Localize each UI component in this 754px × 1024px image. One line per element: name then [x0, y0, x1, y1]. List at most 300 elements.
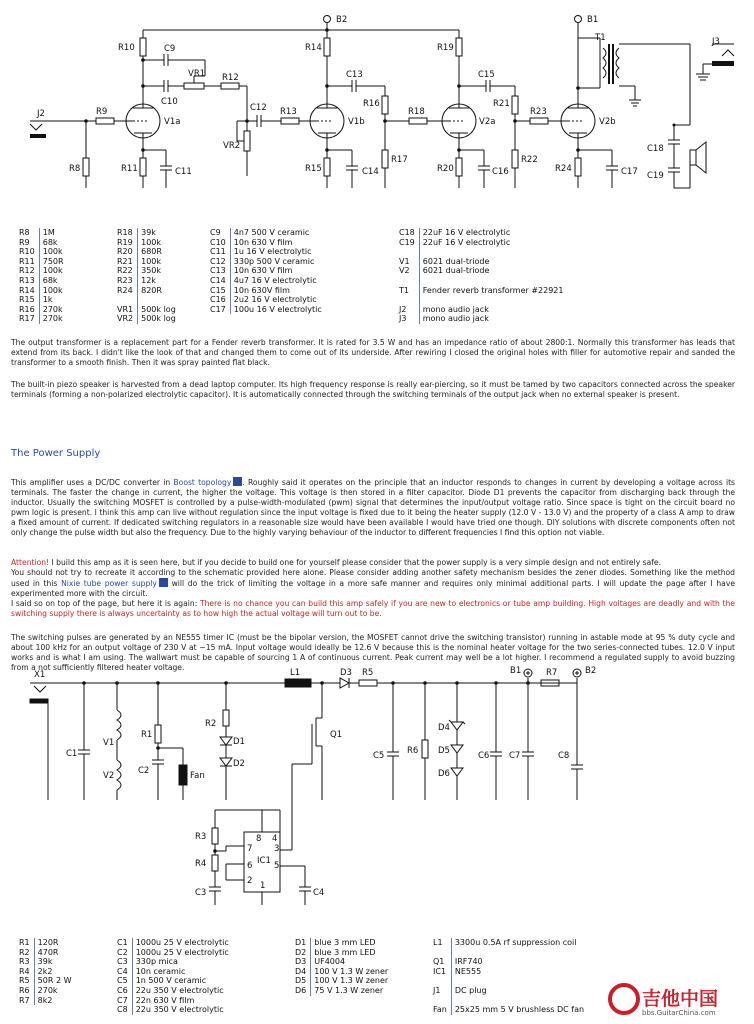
label-d1: D1 — [233, 737, 245, 747]
label-c9: C9 — [164, 44, 176, 54]
part-ref: R7 — [19, 996, 34, 1006]
part-value: 470R — [37, 947, 59, 957]
amp-parts-list — [19, 228, 739, 324]
part-ref: J2 — [399, 305, 419, 315]
psu-parts-col2 — [117, 938, 232, 1015]
part-ref: D2 — [295, 948, 311, 958]
part-ref: C1 — [117, 938, 132, 948]
pin-8: 8 — [256, 834, 262, 844]
amp-part-row — [117, 295, 179, 305]
psu-part-row — [19, 986, 74, 996]
psu-parts-col4 — [433, 938, 587, 1015]
part-value: 10n 630 V film — [233, 237, 293, 247]
paragraph-attention: Attention! I build this amp as it is seen here, but if you decide to build one for yourself please consider that the power supply is a very simple design and not entirely safe. You should not try to recreate it according to the schematic provided here alone. Please consider adding another safety mechanism besides the zener diodes. Something like the method used in this Nixie tube power supply will do the trick of limiting the voltage in a more safe manner and requires only minimal additional parts. I will update the page after I have experimented more with the circuit. I said so on top of the page, but here it is again: There is no chance you can build this amp safely if you are new to electronics or tube amp building. High voltages are deadly and with the switching supply there is always uncertainty as to how high the actual voltage will turn out to be. — [11, 558, 735, 618]
psu-part-row — [295, 938, 391, 948]
psu-part-row — [19, 996, 74, 1006]
psu-part-row — [19, 948, 74, 958]
part-ref: C18 — [399, 228, 419, 238]
paragraph-boost: This amplifier uses a DC/DC converter in Boost topology . Roughly said it operates on the principle that an inductor responds to changes in current by developing a voltage across its terminals. The faster the change in current, the higher the voltage. This voltage is then stored in a filter capacitor. Diode D1 prevents the capacitor from discharging back through the inductor. Usually the switching MOSFET is controlled by a pulse-width-modulated (pwm) signal that determines the input/output voltage ratio. Since space is tight on the circuit board no pwm logic is present. I think this amp can live without regulation since the input voltage is fixed due to it being the heater supply (12.0 V - 13.0 V) and the property of a class A amp to draw a fixed amount of current. If dedicated switching regulators in a reasonable size would have been available I would have tried one though. DIY solutions with discrete components often not only change the pulse width but also the frequency. Due to the highly varying behaviour of the inductor to different frequencies I find this option not viable. — [11, 478, 736, 537]
part-value: 500k log — [141, 304, 176, 314]
psu-parts-col3 — [295, 938, 391, 996]
part-ref: D6 — [295, 986, 311, 996]
part-ref — [399, 276, 419, 286]
label-d3: D3 — [340, 668, 352, 678]
label-v2b: V2b — [599, 117, 616, 127]
part-value: 100 V 1.3 W zener — [314, 976, 389, 986]
pin-5: 5 — [274, 861, 280, 871]
psu-part-row — [117, 948, 232, 958]
label-r1: R1 — [141, 730, 153, 740]
part-ref: Q1 — [433, 957, 451, 967]
amp-part-row — [210, 247, 325, 257]
part-value: 68k — [42, 275, 58, 285]
part-value: 1n 500 V ceramic — [135, 976, 207, 986]
part-value: 6021 dual-triode — [422, 256, 490, 266]
label-r2: R2 — [205, 719, 217, 729]
part-value — [419, 295, 566, 305]
part-ref: IC1 — [433, 967, 451, 977]
psu-part-row — [117, 967, 232, 977]
label-r13: R13 — [280, 107, 297, 117]
amp-part-row — [210, 238, 325, 248]
part-value: 10n ceramic — [135, 966, 186, 976]
part-ref: R16 — [19, 305, 39, 315]
part-ref: C17 — [210, 305, 230, 315]
psu-part-row — [19, 957, 74, 967]
part-value: 750R — [42, 256, 64, 266]
part-value: mono audio jack — [422, 314, 489, 324]
label-r24: R24 — [555, 164, 572, 174]
amp-part-row — [19, 305, 67, 315]
part-value — [419, 247, 566, 257]
part-ref: J3 — [399, 314, 419, 324]
part-value: 100k — [42, 247, 63, 257]
part-ref: D3 — [295, 957, 311, 967]
label-v1: V1 — [103, 738, 115, 748]
part-ref: R4 — [19, 967, 34, 977]
label-v2: V2 — [103, 771, 115, 781]
label-r20: R20 — [437, 164, 454, 174]
part-value: 22n 630 V film — [135, 995, 195, 1005]
label-c10: C10 — [161, 97, 178, 107]
part-value: 10n 630V film — [233, 285, 290, 295]
psu-part-row — [295, 957, 391, 967]
amp-part-row — [210, 266, 325, 276]
part-value: 2k2 — [37, 966, 53, 976]
part-value: 22u 350 V electrolytic — [135, 1005, 224, 1015]
label-r14: R14 — [305, 43, 322, 53]
label-r10: R10 — [118, 43, 135, 53]
part-ref: C3 — [117, 957, 132, 967]
nixie-power-supply-link[interactable]: Nixie tube power supply — [61, 579, 157, 588]
part-value: 270k — [37, 985, 58, 995]
amp-part-row — [19, 228, 67, 238]
amp-part-row — [117, 286, 179, 296]
amp-part-row — [210, 228, 325, 238]
amp-part-row — [117, 276, 179, 286]
label-c5: C5 — [373, 751, 385, 761]
part-value: Fender reverb transformer #22921 — [422, 285, 564, 295]
part-ref: VR2 — [117, 314, 138, 324]
amp-parts-col2 — [117, 228, 179, 324]
psu-part-row — [433, 938, 587, 948]
part-ref — [433, 948, 451, 958]
part-value: 350k — [141, 266, 162, 276]
amp-part-row — [399, 295, 566, 305]
label-d6: D6 — [438, 769, 450, 779]
part-value: 330p 500 V ceramic — [233, 256, 315, 266]
part-ref: R20 — [117, 247, 138, 257]
part-value: 22u 350 V electrolytic — [135, 985, 224, 995]
label-j2: J2 — [37, 109, 45, 119]
psu-part-row — [19, 976, 74, 986]
part-value — [419, 276, 566, 286]
part-ref: R13 — [19, 276, 39, 286]
amp-part-row — [210, 257, 325, 267]
psu-part-row — [433, 967, 587, 977]
guitar-logo-icon — [610, 985, 638, 1013]
part-value: 100k — [141, 256, 162, 266]
label-fan: Fan — [190, 771, 205, 781]
part-ref: R23 — [117, 276, 138, 286]
part-ref: C2 — [117, 948, 132, 958]
psu-part-row — [295, 967, 391, 977]
psu-part-row — [117, 938, 232, 948]
part-value: 100k — [42, 285, 63, 295]
part-value: 25x25 mm 5 V brushless DC fan — [454, 1005, 585, 1015]
amp-part-row — [19, 247, 67, 257]
part-value: 22uF 16 V electrolytic — [422, 237, 511, 247]
amp-part-row — [399, 257, 566, 267]
part-ref: D4 — [295, 967, 311, 977]
psu-part-row — [117, 1005, 232, 1015]
pin-7: 7 — [247, 844, 253, 854]
part-ref: R10 — [19, 247, 39, 257]
label-r23: R23 — [530, 107, 547, 117]
psu-labels — [34, 666, 596, 898]
amp-part-row — [117, 247, 179, 257]
part-ref — [399, 247, 419, 257]
label-c13: C13 — [346, 70, 363, 80]
part-value: NE555 — [454, 966, 482, 976]
svg-text:bbs.GuitarChina.com: bbs.GuitarChina.com — [642, 1009, 716, 1017]
label-c8: C8 — [558, 751, 570, 761]
label-b2: B2 — [585, 666, 597, 676]
label-vr2: VR2 — [223, 141, 241, 151]
psu-part-row — [433, 986, 587, 996]
part-ref — [433, 976, 451, 986]
psu-part-row — [19, 938, 74, 948]
part-ref: R12 — [19, 266, 39, 276]
label-c18: C18 — [647, 144, 664, 154]
part-value: 2u2 16 V electrolytic — [233, 295, 317, 305]
external-link-icon — [233, 477, 242, 486]
amp-part-row — [19, 238, 67, 248]
part-value: 330p mica — [135, 957, 178, 967]
amp-part-row — [399, 314, 566, 324]
label-c17: C17 — [621, 167, 638, 177]
amp-parts-col3 — [210, 228, 325, 314]
psu-part-row — [433, 996, 587, 1006]
amp-part-row — [399, 286, 566, 296]
part-value: UF4004 — [314, 957, 346, 967]
part-value: 1u 16 V electrolytic — [233, 247, 312, 257]
label-r22: R22 — [521, 155, 538, 165]
label-r16: R16 — [363, 99, 380, 109]
part-value: 1M — [42, 228, 55, 237]
label-r18: R18 — [408, 107, 425, 117]
part-value: 100k — [42, 266, 63, 276]
part-value: 39k — [141, 228, 156, 237]
amp-part-row — [210, 276, 325, 286]
label-r8: R8 — [69, 164, 81, 174]
label-r19: R19 — [437, 43, 454, 53]
part-ref: C11 — [210, 247, 230, 257]
psu-part-row — [433, 948, 587, 958]
paragraph-ne555: The switching pulses are generated by an NE555 timer IC (must be the bipolar version, the MOSFET cannot drive the switching transistor) running in astable mode at 95 % duty cycle and about 100 kHz for an output voltage of 230 V at ~15 mA. Input voltage would ideally be 12.6 V because this is the nominal heater voltage for the two series-connected tubes. 12.0 V input works and is what I am using. The wallwart must be capable of sourcing 1 A of continuous current. Peak current may well be a lot higher. I recommend a regulated supply to avoid buzzing from a not sufficiently filtered heater voltage. — [11, 633, 735, 672]
label-l1: L1 — [290, 668, 301, 678]
part-value: 1k — [42, 295, 53, 305]
part-value: 4n7 500 V ceramic — [233, 228, 310, 237]
label-x1: X1 — [34, 670, 46, 680]
part-ref: C13 — [210, 266, 230, 276]
label-b1: B1 — [587, 15, 599, 25]
part-ref: C14 — [210, 276, 230, 286]
pin-1: 1 — [260, 881, 266, 891]
label-c4: C4 — [313, 888, 325, 898]
part-ref: C10 — [210, 238, 230, 248]
part-ref: VR1 — [117, 305, 138, 315]
amp-parts-col4 — [399, 228, 566, 324]
part-value: 39k — [37, 957, 53, 967]
part-ref: C16 — [210, 295, 230, 305]
part-ref: T1 — [399, 286, 419, 296]
part-ref: R2 — [19, 948, 34, 958]
label-vr1: VR1 — [188, 69, 206, 79]
amp-part-row — [19, 314, 67, 324]
psu-part-row — [295, 948, 391, 958]
part-value: IRF740 — [454, 957, 483, 967]
amp-part-row — [399, 247, 566, 257]
label-v2a: V2a — [479, 117, 496, 127]
amp-part-row — [117, 314, 179, 324]
label-r6: R6 — [407, 746, 419, 756]
amp-part-row — [399, 305, 566, 315]
part-ref: L1 — [433, 938, 451, 948]
part-value: 50R 2 W — [37, 976, 72, 986]
psu-part-row — [295, 986, 391, 996]
psu-part-row — [117, 986, 232, 996]
part-ref: C6 — [117, 986, 132, 996]
part-ref: R11 — [19, 257, 39, 267]
amp-part-row — [19, 286, 67, 296]
part-value: DC plug — [454, 985, 487, 995]
part-ref — [117, 295, 138, 305]
external-link-icon — [159, 578, 168, 587]
part-value: blue 3 mm LED — [314, 947, 376, 957]
part-ref: V1 — [399, 257, 419, 267]
part-value: 6021 dual-triode — [422, 266, 490, 276]
psu-part-row — [117, 976, 232, 986]
part-value: 75 V 1.3 W zener — [314, 985, 384, 995]
label-r17: R17 — [391, 155, 408, 165]
part-ref — [433, 996, 451, 1006]
label-c11: C11 — [175, 167, 192, 177]
pin-4: 4 — [272, 834, 278, 844]
amp-part-row — [210, 295, 325, 305]
label-r15: R15 — [305, 164, 322, 174]
part-value: blue 3 mm LED — [314, 938, 376, 947]
amp-part-row — [19, 266, 67, 276]
label-c2: C2 — [138, 766, 150, 776]
label-v1a: V1a — [164, 117, 181, 127]
part-value: mono audio jack — [422, 304, 489, 314]
part-ref: C12 — [210, 257, 230, 267]
amp-part-row — [210, 305, 325, 315]
amp-part-row — [117, 238, 179, 248]
psu-parts-col1 — [19, 938, 74, 1005]
part-value: 3300u 0.5A rf suppression coil — [454, 938, 577, 947]
part-value — [138, 295, 179, 305]
part-ref: R3 — [19, 957, 34, 967]
part-ref: C8 — [117, 1005, 132, 1015]
amp-part-row — [19, 276, 67, 286]
amp-part-row — [117, 266, 179, 276]
amp-part-row — [117, 257, 179, 267]
label-c1: C1 — [66, 749, 78, 759]
label-r3: R3 — [195, 832, 207, 842]
part-ref: D5 — [295, 976, 311, 986]
paragraph-speaker: The built-in piezo speaker is harvested from a dead laptop computer. Its high frequency response is really ear-piercing, so it must be tamed by two capacitors connected across the speaker terminals (forming a non-polarized electrolytic capacitor). It is automatically connected through the switching terminals of the output jack when no external speaker is present. — [11, 380, 735, 399]
part-ref: C5 — [117, 976, 132, 986]
label-r4: R4 — [195, 859, 207, 869]
svg-text:吉他中国: 吉他中国 — [642, 988, 719, 1010]
part-value: 820R — [141, 285, 162, 295]
label-v1b: V1b — [348, 117, 365, 127]
part-ref: R14 — [19, 286, 39, 296]
amp-part-row — [117, 228, 179, 238]
part-value: 270k — [42, 304, 63, 314]
amplifier-schematic — [0, 0, 754, 215]
site-watermark — [606, 980, 746, 1018]
part-ref: R22 — [117, 266, 138, 276]
psu-part-row — [433, 976, 587, 986]
part-value — [451, 976, 587, 986]
part-ref: R17 — [19, 314, 39, 324]
psu-part-row — [19, 967, 74, 977]
amp-part-row — [19, 295, 67, 305]
pin-2: 2 — [247, 876, 253, 886]
part-value: 500k log — [141, 314, 176, 324]
psu-part-row — [433, 957, 587, 967]
part-value: 100k — [141, 237, 162, 247]
label-d2: D2 — [233, 759, 245, 769]
amp-part-row — [210, 286, 325, 296]
pin-6: 6 — [247, 861, 253, 871]
label-c12: C12 — [250, 103, 267, 113]
amp-part-row — [117, 305, 179, 315]
part-ref — [399, 295, 419, 305]
part-ref: R6 — [19, 986, 34, 996]
warning-text: There is no chance you can build this amp safely if you are new to electronics or tube amp building. High voltages are deadly and with the switching supply there is always uncertainty as to how high the actual voltage will turn out to be. — [11, 599, 735, 618]
part-value: 680R — [141, 247, 162, 257]
part-value: 4u7 16 V electrolytic — [233, 275, 317, 285]
label-r12: R12 — [222, 73, 239, 83]
part-value — [451, 948, 587, 958]
label-c3: C3 — [195, 888, 207, 898]
label-c6: C6 — [478, 751, 490, 761]
part-value: 8k2 — [37, 995, 53, 1005]
label-r7: R7 — [546, 668, 558, 678]
boost-topology-link[interactable]: Boost topology — [173, 478, 232, 487]
part-ref: J1 — [433, 986, 451, 996]
amp-part-row — [399, 276, 566, 286]
label-c19: C19 — [647, 171, 664, 181]
amp-labels — [36, 15, 720, 181]
part-ref: C4 — [117, 967, 132, 977]
label-t1: T1 — [595, 33, 606, 43]
amp-parts-col1 — [19, 228, 67, 324]
psu-part-row — [117, 996, 232, 1006]
part-ref: C7 — [117, 996, 132, 1006]
label-j3: J3 — [712, 37, 720, 47]
label-r5: R5 — [362, 668, 374, 678]
label-c7: C7 — [509, 751, 521, 761]
paragraph-transformer: The output transformer is a replacement part for a Fender reverb transformer. It is rated for 3.5 W and has an impedance ratio of about 2800:1. Normally this transformer has leads that extend from its back. I didn't like the look of that and changed them to come out of its underside. After rewiring I closed the original holes with filler for automotive repair and sanded the transformer to a smooth finish. Then it was spray painted flat black. — [11, 338, 735, 367]
part-ref: R15 — [19, 295, 39, 305]
part-ref: V2 — [399, 266, 419, 276]
label-r9: R9 — [96, 107, 108, 117]
label-q1: Q1 — [330, 730, 343, 740]
part-value: 100u 16 V electrolytic — [233, 304, 322, 314]
label-c15: C15 — [478, 70, 495, 80]
label-c14: C14 — [362, 167, 379, 177]
label-ic1: IC1 — [257, 856, 271, 866]
part-ref: R1 — [19, 938, 34, 948]
part-ref: R24 — [117, 286, 138, 296]
label-r21: R21 — [493, 99, 510, 109]
amp-part-row — [399, 238, 566, 248]
amp-part-row — [399, 266, 566, 276]
part-ref: C9 — [210, 228, 230, 238]
part-value: 68k — [42, 237, 58, 247]
part-value: 22uF 16 V electrolytic — [422, 228, 511, 237]
part-ref: R9 — [19, 238, 39, 248]
part-ref: C15 — [210, 286, 230, 296]
part-value: 120R — [37, 938, 59, 947]
pin-3: 3 — [274, 844, 280, 854]
heading-power-supply: The Power Supply — [11, 448, 101, 459]
part-ref: R21 — [117, 257, 138, 267]
part-value: 12k — [141, 275, 156, 285]
label-b1: B1 — [510, 666, 522, 676]
part-value: 1000u 25 V electrolytic — [135, 938, 229, 947]
label-c16: C16 — [492, 167, 509, 177]
part-ref: C19 — [399, 238, 419, 248]
part-ref: Fan — [433, 1005, 451, 1015]
part-ref: R18 — [117, 228, 138, 238]
psu-part-row — [433, 1005, 587, 1015]
attention-label: Attention! — [11, 558, 50, 567]
label-r11: R11 — [121, 164, 138, 174]
part-ref: R19 — [117, 238, 138, 248]
part-value: 270k — [42, 314, 63, 324]
part-value: 10n 630 V film — [233, 266, 293, 276]
psu-part-row — [117, 957, 232, 967]
part-value: 1000u 25 V electrolytic — [135, 947, 229, 957]
part-ref: D1 — [295, 938, 311, 948]
part-value — [451, 996, 587, 1006]
